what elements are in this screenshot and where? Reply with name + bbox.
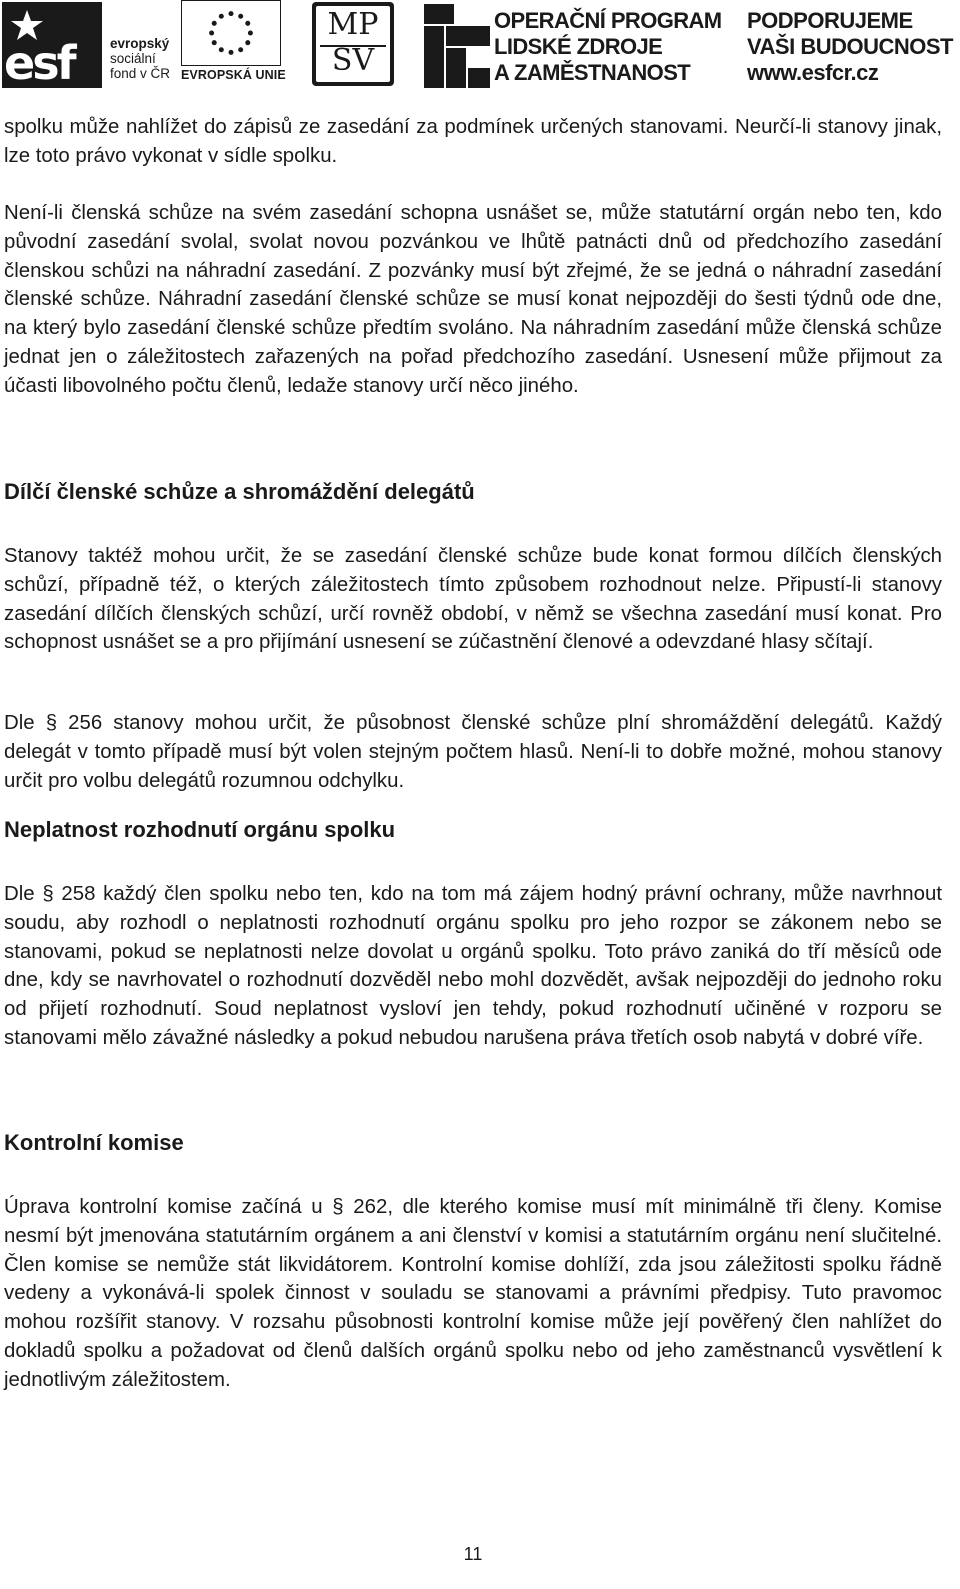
- mpsv-frame: [312, 2, 394, 86]
- mpsv-top-text: MP: [327, 7, 379, 42]
- mpsv-inner: [316, 6, 390, 82]
- header-logos: [0, 0, 960, 92]
- eu-caption: EVROPSKÁ UNIE: [181, 68, 286, 82]
- heading-neplatnost: [4, 815, 942, 845]
- op-mark-block: [424, 4, 454, 24]
- paragraph-text: Úprava kontrolní komise začíná u § 262, dle kterého komise musí mít minimálně tři členy. Komise nesmí být jmenována statutárním orgánem a ani členství v komisi a statutárním orgánu není slučitelné. Člen komise se nemůže stát likvidátorem. Kontrolní komise dohlíží, zda jsou záležitosti spolku řádně vedeny a vykonává-li spolek činnost v souladu se stanovami a právními předpisy. Tuto pravomoc mohou rozšířit stanovy. V rozsahu působnosti kontrolní komise může její pověřený člen nahlížet do dokladů spolku a požadovat od členů dalších orgánů spolku nebo od jeho zaměstnanců vysvětlení k jednotlivým záležitostem.: [4, 1196, 942, 1391]
- op-mark-block: [424, 26, 444, 88]
- page-number: 11: [463, 1544, 483, 1564]
- eu-flag-icon: [181, 0, 281, 66]
- section-heading: Neplatnost rozhodnutí orgánu spolku: [4, 817, 396, 842]
- paragraph-delegati: [4, 709, 942, 795]
- op-line-3: A ZAMĚSTNANOST: [494, 60, 691, 85]
- mpsv-logo: [312, 2, 396, 88]
- paragraph-text: Stanovy taktéž mohou určit, že se zasedání členské schůze bude konat formou dílčích členských schůzí, případně též, o kterých záležitostech tímto způsobem rozhodnout nelze. Připustí-li stanovy zasedání dílčích členských schůzí, určí rovněž období, v němž se všechna zasedání musí konat. Pro schopnost usnášet se a pro přijímání usnesení se zúčastnění členové a odevzdané hlasy sčítají.: [4, 545, 942, 654]
- heading-dilci-schuze: [4, 477, 942, 507]
- paragraph-dilci-schuze: [4, 542, 942, 657]
- op-mark-block: [468, 68, 490, 88]
- op-logo-text: [494, 8, 722, 86]
- paragraph-neplatnost: [4, 880, 942, 1053]
- esf-logo-word: esf: [4, 36, 74, 90]
- paragraph-intro: [4, 113, 942, 171]
- op-logo-mark: [424, 4, 490, 88]
- op-mark-block: [446, 26, 490, 46]
- slogan-block: [747, 8, 953, 86]
- heading-kontrolni-komise: [4, 1128, 942, 1158]
- paragraph-kontrolni-komise: [4, 1193, 942, 1394]
- slogan-line-1: PODPORUJEME: [747, 8, 913, 33]
- esf-logo: [2, 2, 177, 88]
- paragraph-text: Dle § 258 každý člen spolku nebo ten, kdo na tom má zájem hodný právní ochrany, může navrhnout soudu, aby rozhodl o neplatnosti rozhodnutí orgánu spolku pro jeho rozpor se zákonem nebo se stanovami, pokud se neplatnosti nelze dovolat u orgánů spolku. Toto právo zaniká do tří měsíců ode dne, kdy se navrhovatel o rozhodnutí dozvěděl nebo mohl dozvědět, avšak nejpozději do jednoho roku od přijetí rozhodnutí. Soud neplatnost vysloví jen tehdy, pokud rozhodnutí učiněné v rozporu se stanovami mělo závažné následky a pokud nebudou narušena práva třetích osob nabytá v dobré víře.: [4, 883, 942, 1049]
- esf-line-1: evropský: [110, 36, 170, 51]
- eu-logo: [181, 0, 286, 88]
- op-mark-block: [446, 48, 466, 88]
- slogan-url: www.esfcr.cz: [747, 60, 879, 85]
- esf-line-3: fond v ČR: [110, 66, 171, 81]
- op-line-2: LIDSKÉ ZDROJE: [494, 34, 663, 59]
- paragraph-text: Dle § 256 stanovy mohou určit, že působnost členské schůze plní shromáždění delegátů. Každý delegát v tomto případě musí být volen stejným počtem hlasů. Není-li to dobře možné, mohou stanovy určit pro volbu delegátů rozumnou odchylku.: [4, 712, 942, 792]
- paragraph-nahradni-zasedani: [4, 199, 942, 400]
- esf-line-2: sociální: [110, 51, 156, 66]
- mpsv-bottom-text: SV: [331, 43, 375, 78]
- slogan-line-2: VAŠI BUDOUCNOST: [747, 34, 953, 59]
- esf-logo-mark: [2, 2, 102, 88]
- op-line-1: OPERAČNÍ PROGRAM: [494, 8, 722, 33]
- section-heading: Dílčí členské schůze a shromáždění delegátů: [4, 479, 475, 504]
- paragraph-text: Není-li členská schůze na svém zasedání schopna usnášet se, může statutární orgán nebo ten, kdo původní zasedání svolal, svolat novou pozvánkou ve lhůtě patnácti dnů od předchozího zasedání členskou schůzi na náhradní zasedání. Z pozvánky musí být zřejmé, že se jedná o náhradní zasedání členské schůze. Náhradní zasedání členské schůze se musí konat nejpozději do šesti týdnů ode dne, na který bylo zasedání členské schůze předtím svoláno. Na náhradním zasedání může členská schůze jednat jen o záležitostech zařazených na pořad předchozího zasedání. Usnesení může přijmout za účasti libovolného počtu členů, ledaže stanovy určí něco jiného.: [4, 202, 942, 397]
- esf-logo-text: [110, 36, 170, 81]
- paragraph-text: spolku může nahlížet do zápisů ze zasedání za podmínek určených stanovami. Neurčí-li stanovy jinak, lze toto právo vykonat v sídle spolku.: [4, 116, 942, 167]
- section-heading: Kontrolní komise: [4, 1130, 184, 1155]
